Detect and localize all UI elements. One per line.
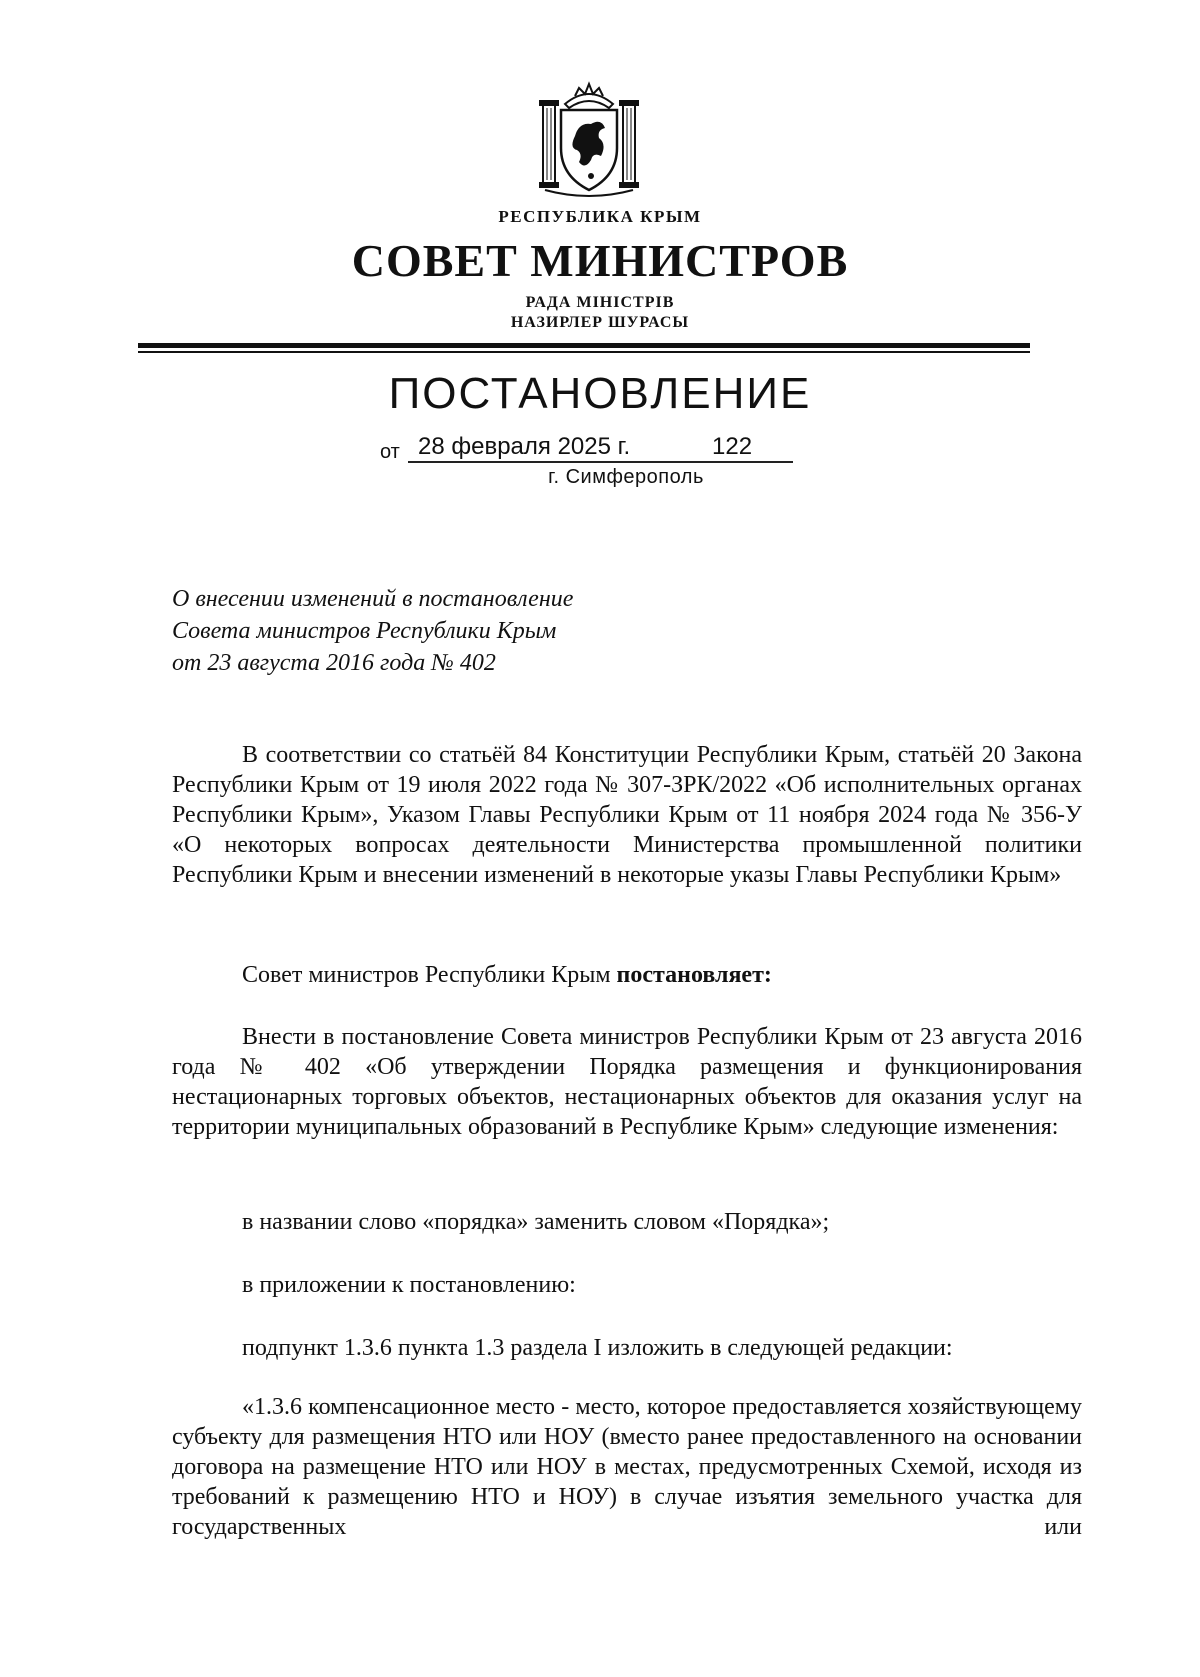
document-number: 122 (712, 433, 753, 460)
paragraph-text: Совет министров Республики Крым (242, 962, 611, 988)
document-date: 28 февраля 2025 г. (418, 433, 631, 460)
council-name: СОВЕТ МИНИСТРОВ (351, 235, 849, 286)
paragraph-text: «1.3.6 компенсационное место - место, которое предоставляется хозяйствующему субъекту для размещения НТО или НОУ (вместо ранее предоставленного на основании договора на размещение НТО или НОУ в местах, предусмотренных Схемой, исходя из требований к размещению НТО и НОУ) в случае изъятия земельного участка для государственных или (172, 1394, 1082, 1540)
date-prefix: от (380, 441, 400, 463)
council-name-crimean-tatar: НАЗИРЛЕР ШУРАСЫ (510, 314, 690, 331)
subject-line: О внесении изменений в постановление (172, 586, 574, 612)
amendment-paragraph (172, 1022, 1082, 1142)
republic-name: РЕСПУБЛИКА КРЫМ (498, 207, 702, 226)
date-number-row (380, 433, 800, 463)
preamble-paragraph (172, 740, 1082, 890)
header-divider-thin (138, 351, 1030, 353)
subject-line: Совета министров Республики Крым (172, 618, 557, 644)
document-type-title: ПОСТАНОВЛЕНИЕ (388, 369, 812, 418)
appendix-paragraph (172, 1270, 1082, 1300)
resolution-paragraph (172, 960, 1082, 990)
document-subject (172, 583, 692, 679)
paragraph-text: в приложении к постановлению: (242, 1272, 576, 1298)
paragraph-text: подпункт 1.3.6 пункта 1.3 раздела I изложить в следующей редакции: (242, 1335, 953, 1361)
crimea-coat-of-arms-icon (535, 78, 643, 198)
definition-paragraph (172, 1392, 1082, 1542)
paragraph-text: В соответствии со статьёй 84 Конституции Республики Крым, статьёй 20 Закона Республики Крым от 19 июля 2022 года № 307-ЗРК/2022 «Об исполнительных органах Республики Крым», Указом Главы Республики Крым от 11 ноября 2024 года № 356-У «О некоторых вопросах деятельности Министерства промышленной политики Республики Крым и внесении изменений в некоторые указы Главы Республики Крым» (172, 742, 1082, 888)
date-underline (408, 461, 793, 463)
resolution-verb: постановляет: (616, 962, 772, 988)
subclause-paragraph (172, 1333, 1082, 1363)
paragraph-text: Внести в постановление Совета министров Республики Крым от 23 августа 2016 года № 402 «Об утверждении Порядка размещения и функционирования нестационарных торговых объектов, нестационарных объектов для оказания услуг на территории муниципальных образований в Республике Крым» следующие изменения: (172, 1024, 1082, 1140)
city-name: г. Симферополь (548, 466, 704, 488)
title-change-paragraph (172, 1207, 1082, 1237)
header-divider-thick (138, 343, 1030, 348)
council-name-ukrainian: РАДА МІНІСТРІВ (525, 294, 675, 311)
paragraph-text: в названии слово «порядка» заменить словом «Порядка»; (242, 1209, 830, 1235)
subject-line: от 23 августа 2016 года № 402 (172, 650, 496, 676)
